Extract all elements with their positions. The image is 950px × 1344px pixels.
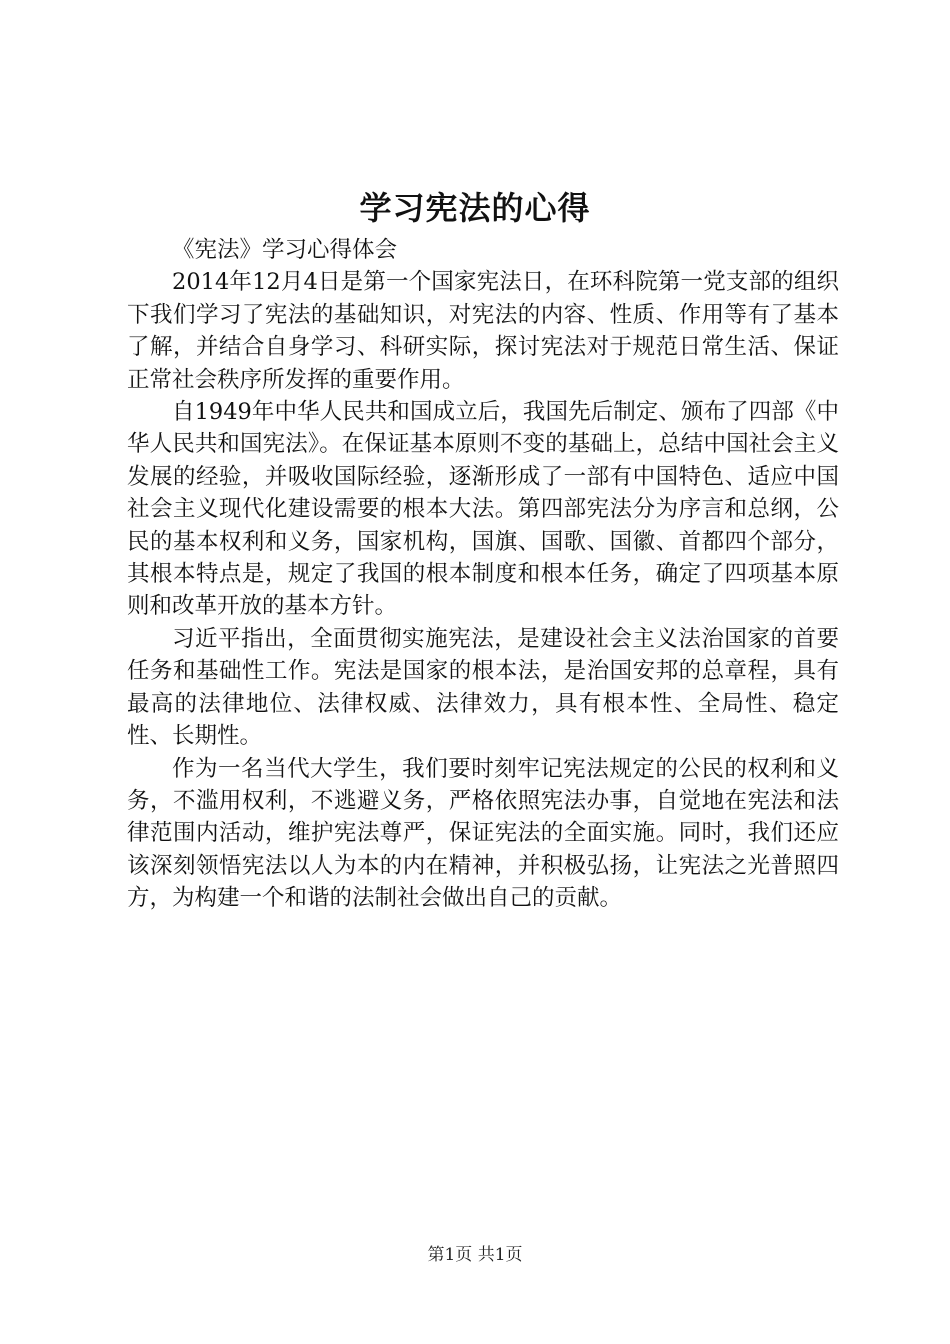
page-footer: 第1页 共1页 bbox=[427, 1245, 523, 1265]
document-body bbox=[127, 234, 839, 915]
paragraph-subtitle: 《宪法》学习心得体会 bbox=[172, 237, 398, 263]
paragraph-3: 习近平指出，全面贯彻实施宪法，是建设社会主义法治国家的首要任务和基础性工作。宪法是国家的根本法，是治国安邦的总章程，具有最高的法律地位、法律权威、法律效力，具有根本性、全局性、稳定性、长期性。 bbox=[127, 625, 839, 750]
paragraph-2: 自1949年中华人民共和国成立后，我国先后制定、颁布了四部《中华人民共和国宪法》。在保证基本原则不变的基础上，总结中国社会主义发展的经验，并吸收国际经验，逐渐形成了一部有中国特色、适应中国社会主义现代化建设需要的根本大法。第四部宪法分为序言和总纲，公民的基本权利和义务，国家机构，国旗、国歌、国徽、首都四个部分，其根本特点是，规定了我国的根本制度和根本任务，确定了四项基本原则和改革开放的基本方针。 bbox=[127, 399, 839, 620]
paragraph-4: 作为一名当代大学生，我们要时刻牢记宪法规定的公民的权利和义务，不滥用权利，不逃避义务，严格依照宪法办事，自觉地在宪法和法律范围内活动，维护宪法尊严，保证宪法的全面实施。同时，我们还应该深刻领悟宪法以人为本的内在精神，并积极弘扬，让宪法之光普照四方，为构建一个和谐的法制社会做出自己的贡献。 bbox=[127, 755, 839, 912]
document-title: 学习宪法的心得 bbox=[359, 189, 591, 227]
paragraph-1: 2014年12月4日是第一个国家宪法日，在环科院第一党支部的组织下我们学习了宪法的基础知识，对宪法的内容、性质、作用等有了基本了解，并结合自身学习、科研实际，探讨宪法对于规范日常生活、保证正常社会秩序所发挥的重要作用。 bbox=[127, 269, 839, 393]
